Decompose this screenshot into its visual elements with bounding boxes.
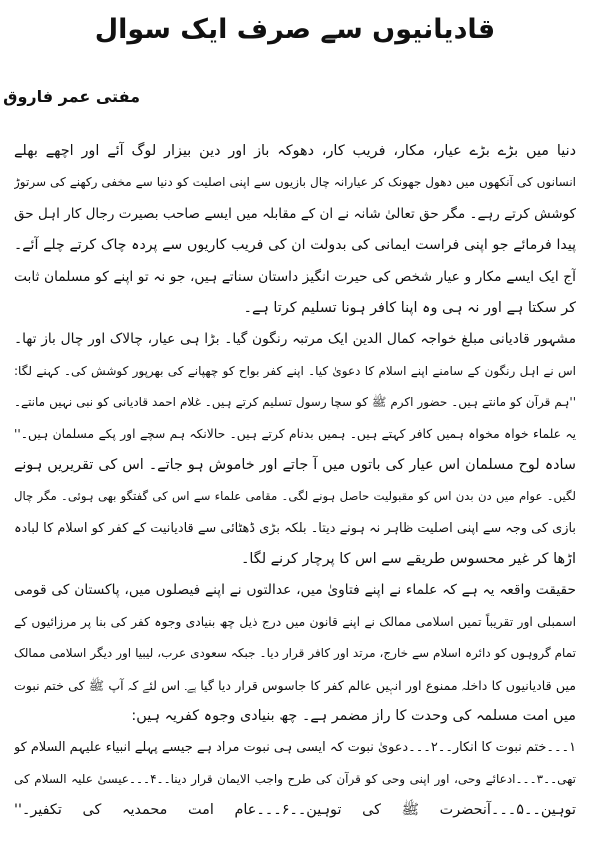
text-line-3: کوشش کرتے رہے۔ مگر حق تعالیٰ شانہ نے ان کے مقابلہ میں ایسے صاحب بصیرت رجال کار اہل حق	[14, 205, 576, 222]
text-line-16: اسمبلی اور تقریباً تمیں اسلامی ممالک نے اپنے قانون میں درج ذیل چھ بنیادی وجوہ کفر کی بنا پر مرزائیوں کے	[14, 614, 576, 629]
text-line-6: کر سکتا ہے اور نہ ہی وہ اپنا کافر ہونا تسلیم کرتا ہے۔	[243, 299, 576, 316]
text-line-22: توہین۔۔۵۔۔۔آنحضرت ﷺ کی توہین۔۔۶۔۔۔عام امت محمدیہ کی تکفیر۔''	[14, 802, 576, 819]
text-line-5: آج ایک ایسے مکار و عیار شخص کی حیرت انگیز داستان سناتے ہیں، جو نہ تو اپنے کو مسلمان ثابت	[14, 268, 576, 285]
text-line-11: سادہ لوح مسلمان اس عیار کی باتوں میں آ جاتے اور خاموش ہو جاتے۔ اس کی تقریریں ہونے	[14, 456, 576, 473]
text-line-2: انسانوں کی آنکھوں میں دھول جھونک کر عیارانہ چال بازیوں سے اپنی اصلیت کو دنیا سے مخفی رکھنے کی سرتوڑ	[14, 175, 576, 190]
page-title: قادیانیوں سے صرف ایک سوال	[94, 14, 496, 45]
text-line-4: پیدا فرمائے جو اپنی فراست ایمانی کی بدولت ان کی فریب کاریوں سے پردہ چاک کرتے چلے آئے۔	[14, 237, 576, 254]
text-line-1: دنیا میں بڑے بڑے عیار، مکار، فریب کار، دھوکہ باز اور دین بیزار لوگ آئے اور اچھے بھلے	[14, 143, 576, 159]
article-body	[14, 136, 576, 827]
text-line-13: بازی کی وجہ سے اپنی اصلیت ظاہر نہ ہونے دیتا۔ بلکہ بڑی ڈھٹائی سے قادیانیت کے کفر کو اسلام کا لبادہ	[14, 520, 576, 536]
text-line-14: اڑھا کر غیر محسوس طریقے سے اس کا پرچار کرنے لگا۔	[240, 551, 576, 568]
author-name: مفتی عمر فاروق	[3, 87, 140, 106]
text-line-21: تھی۔۔۳۔۔۔ادعائے وحی، اور اپنی وحی کو قرآن کی طرح واجب الایمان قرار دینا۔۔۴۔۔۔عیسیٰ علیہ السلام کی	[14, 771, 576, 786]
text-line-9: ''ہم قرآن کو مانتے ہیں۔ حضور اکرم ﷺ کو سچا رسول تسلیم کرتے ہیں۔ غلام احمد قادیانی کو نبی نہیں مانتے۔	[14, 395, 576, 410]
text-line-12: لگیں۔ عوام میں دن بدن اس کو مقبولیت حاصل ہونے لگی۔ مقامی علماء سے اس کی گفتگو بھی ہوئی۔ مگر چال	[14, 489, 576, 504]
text-line-17: تمام گروہوں کو دائرہ اسلام سے خارج، مرتد اور کافر قرار دیا۔ جبکہ سعودی عرب، لیبیا اور دیگر اسلامی ممالک	[14, 646, 576, 661]
text-line-19: میں امت مسلمہ کی وحدت کا راز مضمر ہے۔ چھ بنیادی وجوہ کفریہ ہیں:	[131, 708, 576, 725]
text-line-7: مشہور قادیانی مبلغ خواجہ کمال الدین ایک مرتبہ رنگون گیا۔ بڑا ہی عیار، چالاک اور چال باز تھا۔	[14, 331, 576, 348]
text-line-15: حقیقت واقعہ یہ ہے کہ علماء نے اپنے فتاویٰ میں، عدالتوں نے اپنے فیصلوں میں، پاکستان کی قومی	[14, 582, 576, 599]
text-line-10: یہ علماء خواہ مخواہ ہمیں کافر کہتے ہیں۔ ہمیں بدنام کرتے ہیں۔ حالانکہ ہم سچے اور پکے مسلمان ہیں۔''	[14, 426, 576, 441]
text-line-8: اس نے اہل رنگون کے سامنے اپنے اسلام کا دعویٰ کیا۔ اپنے کفر بواح کو چھپانے کی بھرپور کوشش کی۔ کہنے لگا:	[14, 363, 576, 378]
text-line-18: میں قادیانیوں کا داخلہ ممنوع اور انہیں عالم کفر کا جاسوس قرار دیا گیا ہے۔ اس لئے کہ آپ ﷺ کی ختم نبوت	[14, 677, 576, 693]
text-line-20: ۱۔۔۔ختم نبوت کا انکار۔۔۲۔۔۔دعویٰ نبوت کہ ایسی ہی نبوت مراد ہے جیسے پہلے انبیاء علیہم السلام کو	[14, 740, 576, 756]
